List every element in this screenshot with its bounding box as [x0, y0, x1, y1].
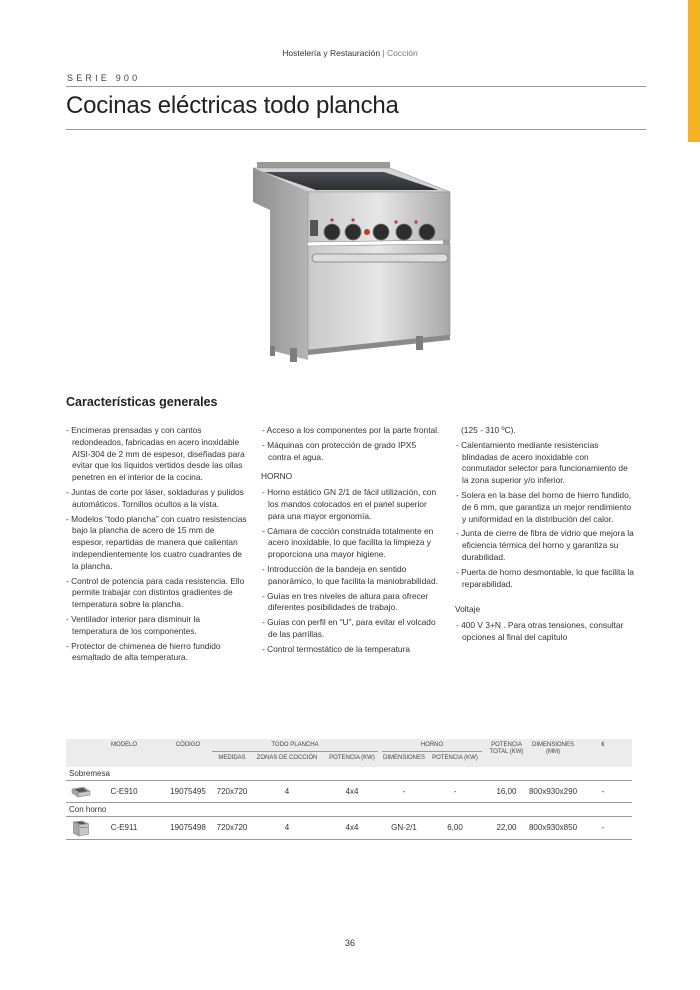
row-divider: [66, 839, 632, 840]
col-header-potencia-total: POTENCIA TOTAL (KW): [489, 742, 524, 755]
feature-item: - Guías en tres niveles de altura para ofrecer diferentes posibilidades de trabajo.: [262, 590, 429, 613]
col-header-dimensiones: DIMENSIONES (MM): [531, 742, 574, 755]
col-header-todo-plancha: TODO PLANCHA: [271, 742, 319, 748]
cell-zonas: 4: [284, 823, 290, 832]
cell-horno-pot: 6,00: [447, 823, 463, 832]
cell-horno-dim: GN-2/1: [391, 823, 417, 832]
todo-plancha-rule: [212, 751, 378, 752]
feature-item: - Acceso a los componentes por la parte frontal.: [262, 425, 440, 435]
features-title: Características generales: [66, 395, 218, 409]
feature-item: - Máquinas con protección de grado IPX5 contra el agua.: [262, 439, 417, 462]
page-number: 36: [344, 938, 355, 948]
features-column-3: [455, 425, 635, 647]
chapter-tab: [688, 0, 700, 142]
col-header-precio: €: [601, 742, 605, 748]
row-divider: [66, 816, 632, 817]
cell-zonas: 4: [284, 787, 290, 796]
range-oven-thumbnail-icon: [70, 819, 92, 838]
horno-rule: [382, 751, 482, 752]
col-header-zonas: ZONAS DE COCCIÓN: [256, 755, 318, 761]
row-divider: [66, 780, 632, 781]
col-header-potencia: POTENCIA (KW): [329, 755, 375, 761]
cell-dimensiones: 800x930x850: [528, 823, 578, 832]
cell-precio: -: [601, 823, 605, 832]
features-column-2: [261, 425, 441, 659]
feature-item: - 400 V 3+N . Para otras tensiones, consultar opciones al final del capítulo: [456, 620, 624, 642]
feature-item: - Control de potencia para cada resistencia. Ello permite trabajar con distintos gradientes de temperatura sobre la plancha.: [66, 575, 245, 610]
row-divider: [66, 802, 632, 803]
col-header-horno-dim: DIMENSIONES: [382, 755, 425, 761]
cell-modelo: C-E910: [110, 787, 138, 796]
top-divider: [66, 86, 646, 87]
group-label: Con horno: [69, 805, 107, 814]
feature-item: - Protector de chimenea de hierro fundido esmaltado de alta temperatura.: [66, 640, 221, 663]
cell-potencia-total: 16,00: [496, 787, 517, 796]
feature-item: - Introducción de la bandeja en sentido panorámico, lo que facilita la maniobrabilidad.: [262, 563, 438, 586]
page-title: Cocinas eléctricas todo plancha: [66, 92, 399, 119]
group-label: Sobremesa: [69, 769, 110, 778]
feature-item: (125 - 310 ºC).: [461, 425, 516, 435]
cell-modelo: C-E911: [110, 823, 138, 832]
feature-item: - Solera en la base del horno de hierro fundido, de 6 mm, que garantiza un mejor rendimiento y uniformidad en la distribución del calor.: [456, 489, 632, 524]
col-header-codigo: CÓDIGO: [175, 742, 201, 748]
griddle-thumbnail-icon: [70, 783, 92, 800]
col-header-medidas: MEDIDAS: [218, 755, 246, 761]
title-divider: [66, 129, 646, 130]
features-column-1: [65, 425, 247, 667]
feature-item: - Control termostático de la temperatura: [262, 643, 411, 654]
header-separator: |: [380, 48, 387, 58]
feature-item: - Calentamiento mediante resistencias blindadas de acero inoxidable con conmutador selector para funcionamiento de la zona superior y/o inferior.: [456, 439, 628, 486]
col-header-modelo: MODELO: [110, 742, 137, 748]
cell-medidas: 720x720: [216, 787, 248, 796]
feature-item: - Ventilador interior para disminuir la temperatura de los componentes.: [66, 613, 201, 636]
feature-item: - Puerta de horno desmontable, lo que facilita la reparabilidad.: [456, 566, 634, 589]
feature-item: - Horno estático GN 2/1 de fácil utilización, con los mandos colocados en el panel superior para una mayor ergonomía.: [262, 487, 437, 521]
page-header: [0, 48, 700, 58]
table-header: [66, 739, 632, 767]
header-section: Hostelería y Restauración: [282, 48, 381, 58]
horno-heading: HORNO: [261, 471, 293, 482]
feature-item: - Junta de cierre de fibra de vidrio que mejora la eficiencia térmica del horno y garantiza su durabilidad.: [456, 528, 634, 562]
cell-potencia-total: 22,00: [496, 823, 517, 832]
col-header-horno: HORNO: [420, 742, 444, 748]
feature-item: - Juntas de corte por láser, soldaduras y pulidos automáticos. Tornillos ocultos a la vista.: [66, 486, 244, 509]
feature-item: - Guías con perfil en “U”, para evitar el volcado de las parrillas.: [262, 617, 436, 639]
cell-potencia: 4x4: [345, 823, 359, 832]
series-label: SERIE 900: [67, 73, 141, 83]
cell-horno-pot: -: [453, 787, 457, 796]
cell-horno-dim: -: [402, 787, 406, 796]
feature-item: - Encimeras prensadas y con cantos redondeados, fabricadas en acero inoxidable AISI-304 de 2 mm de espesor, diseñadas para evitar que los líquidos vertidos desde las ollas penetren en el interior de la cocina.: [66, 425, 245, 483]
feature-item: - Modelos “todo plancha” con cuatro resistencias bajo la plancha de acero de 15 mm de espesor, repartidas de manera que calientan independientemente los cuatro cuadrantes de la plancha.: [66, 513, 247, 571]
col-header-horno-pot: POTENCIA (KW): [432, 755, 478, 761]
cell-precio: -: [601, 787, 605, 796]
product-image: [250, 150, 460, 372]
specs-table: [66, 739, 632, 844]
cell-medidas: 720x720: [216, 823, 248, 832]
voltaje-heading: Voltaje: [455, 604, 481, 615]
cell-codigo: 19075495: [170, 787, 206, 796]
feature-item: - Cámara de cocción construida totalmente en acero inoxidable, lo que facilita la limpieza y proporciona una mayor higiene.: [262, 525, 434, 560]
cell-dimensiones: 800x930x290: [528, 787, 578, 796]
cell-potencia: 4x4: [345, 787, 359, 796]
header-subsection: Cocción: [387, 48, 418, 58]
cell-codigo: 19075498: [170, 823, 206, 832]
